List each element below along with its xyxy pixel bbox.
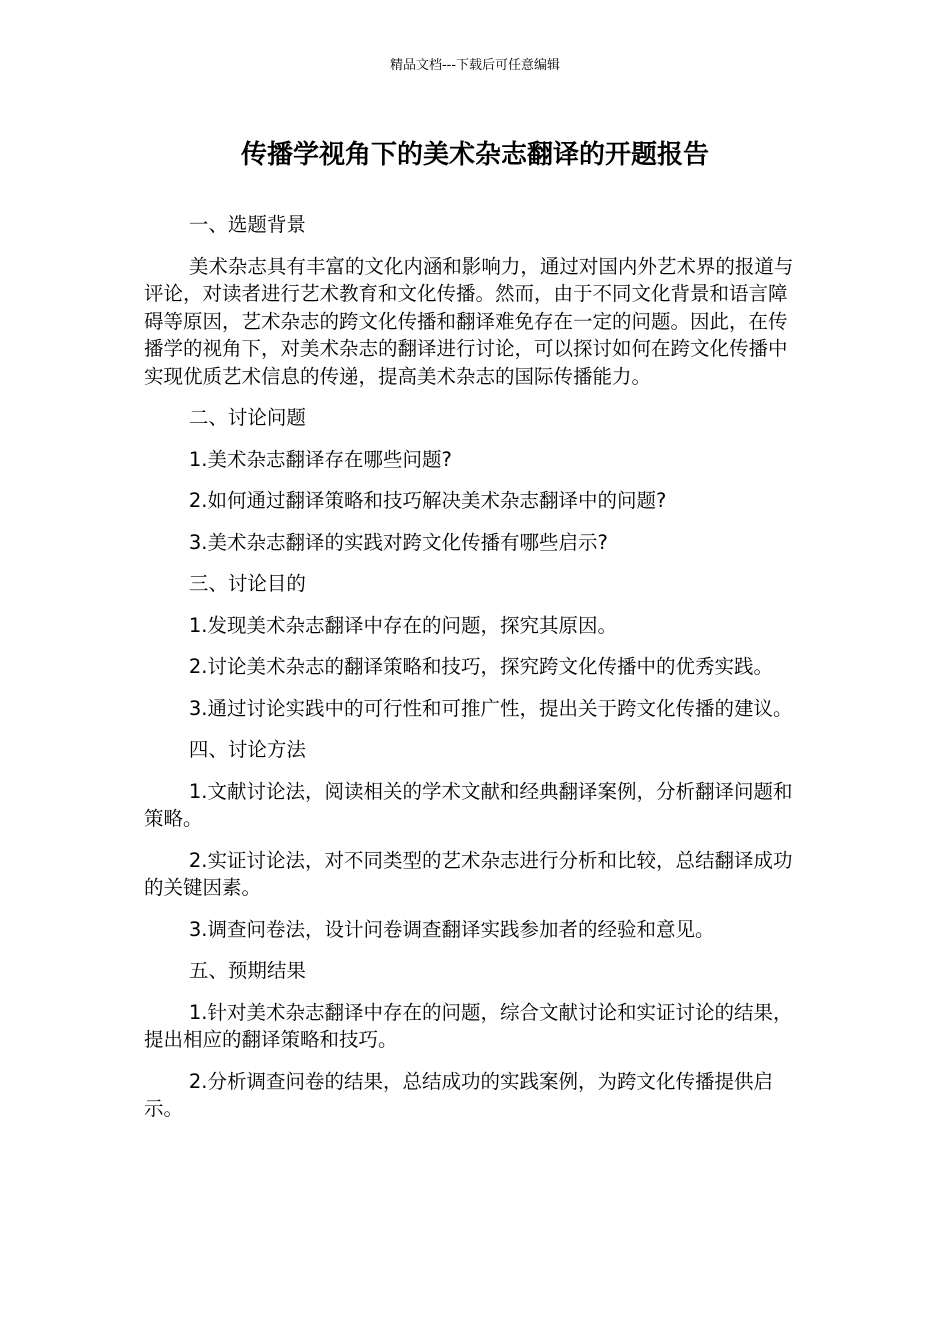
section-background bbox=[144, 211, 806, 390]
list-item: 1.发现美术杂志翻译中存在的问题，探究其原因。 bbox=[188, 613, 617, 637]
list-item: 1.美术杂志翻译存在哪些问题? bbox=[188, 447, 452, 471]
section-heading: 一、选题背景 bbox=[188, 213, 306, 236]
list-item: 1.针对美术杂志翻译中存在的问题，综合文献讨论和实证讨论的结果，提出相应的翻译策略和技巧。 bbox=[144, 1000, 793, 1051]
section-purpose bbox=[144, 570, 806, 722]
list-item: 2.如何通过翻译策略和技巧解决美术杂志翻译中的问题? bbox=[188, 489, 667, 512]
list-item: 2.讨论美术杂志的翻译策略和技巧，探究跨文化传播中的优秀实践。 bbox=[188, 655, 773, 678]
paragraph: 美术杂志具有丰富的文化内涵和影响力，通过对国内外艺术界的报道与评论，对读者进行艺术教育和文化传播。然而，由于不同文化背景和语言障碍等原因，艺术杂志的跨文化传播和翻译难免存在一定的问题。因此，在传播学的视角下，对美术杂志的翻译进行讨论，可以探讨如何在跨文化传播中实现优质艺术信息的传递，提高美术杂志的国际传播能力。 bbox=[144, 254, 794, 388]
document-title: 传播学视角下的美术杂志翻译的开题报告 bbox=[240, 140, 709, 170]
header-note: 精品文档---下载后可任意编辑 bbox=[389, 58, 561, 73]
list-item: 3.调查问卷法，设计问卷调查翻译实践参加者的经验和意见。 bbox=[188, 917, 715, 941]
section-heading: 五、预期结果 bbox=[188, 959, 306, 982]
list-item: 1.文献讨论法，阅读相关的学术文献和经典翻译案例，分析翻译问题和策略。 bbox=[144, 779, 793, 830]
list-item: 2.实证讨论法，对不同类型的艺术杂志进行分析和比较，总结翻译成功的关键因素。 bbox=[144, 848, 793, 899]
section-methods bbox=[144, 736, 806, 943]
list-item: 3.通过讨论实践中的可行性和可推广性，提出关于跨文化传播的建议。 bbox=[188, 696, 793, 720]
section-heading: 四、讨论方法 bbox=[188, 738, 306, 761]
document-body bbox=[144, 211, 806, 1137]
section-expected-results bbox=[144, 957, 806, 1123]
list-item: 2.分析调查问卷的结果，总结成功的实践案例，为跨文化传播提供启示。 bbox=[144, 1069, 773, 1120]
list-item: 3.美术杂志翻译的实践对跨文化传播有哪些启示? bbox=[188, 530, 608, 554]
section-heading: 三、讨论目的 bbox=[188, 572, 306, 595]
section-questions bbox=[144, 404, 806, 556]
section-heading: 二、讨论问题 bbox=[188, 406, 306, 429]
